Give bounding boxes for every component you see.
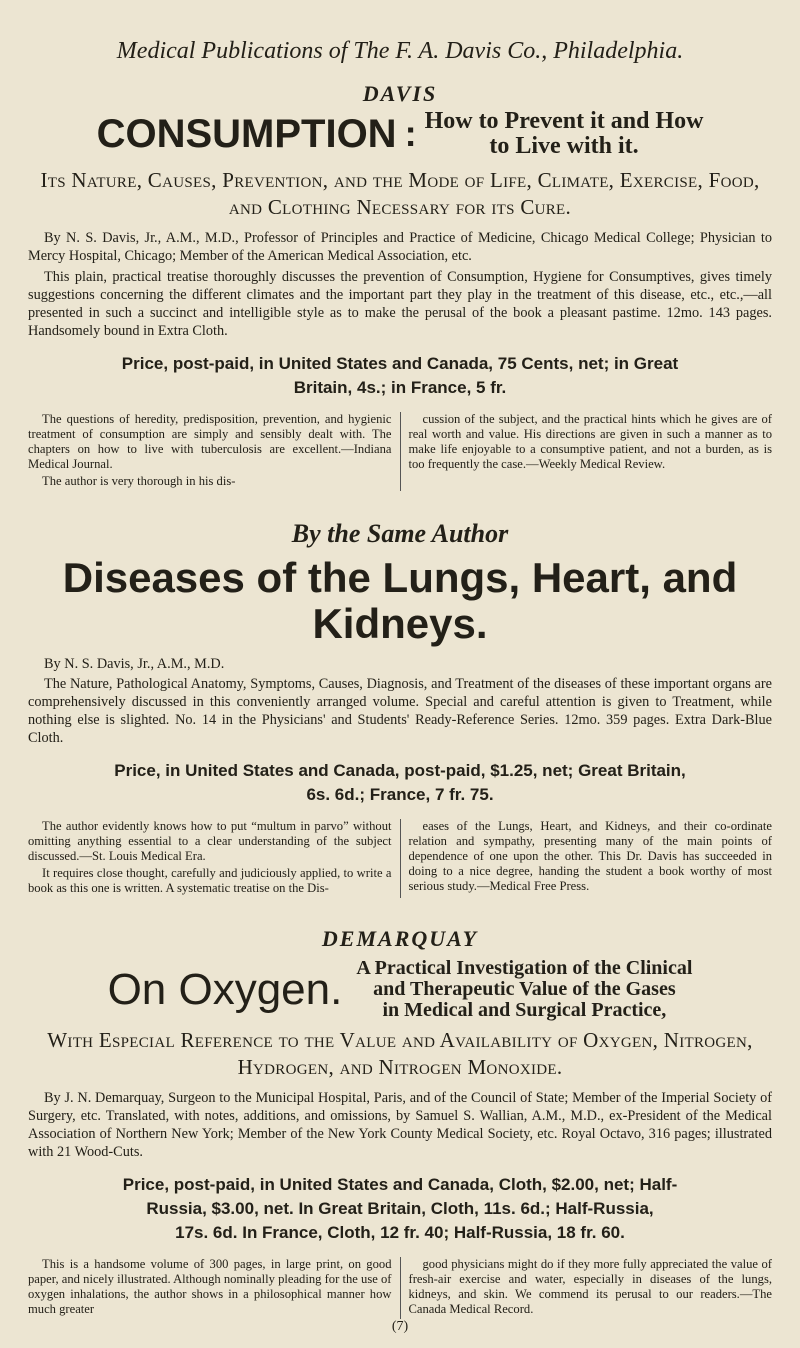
review-text: It requires close thought, carefully and judiciously applied, to write a book as this one is written. A systematic treatise on the Dis- <box>28 866 392 895</box>
book-title: CONSUMPTION <box>96 112 397 156</box>
title-row <box>28 109 772 159</box>
price-line: Price, post-paid, in United States and Canada, Cloth, $2.00, net; Half- <box>122 1175 678 1194</box>
review-text: The questions of heredity, predisposition, prevention, and hygienic treatment of consumption are simply and sensibly dealt with. The chapters on how to live with tuberculosis are excellent.—Indiana Medical Journal. <box>28 412 392 471</box>
review-text: good physicians might do if they more fully appreciated the value of fresh-air exercise and water, especially in diseases of the lungs, kidneys, and skin. We commend its perusal to our readers.—The Canada Medical Record. <box>408 1257 772 1316</box>
book-subtitle <box>356 958 692 1021</box>
title-colon: : <box>404 113 417 154</box>
book-price <box>28 1173 772 1245</box>
section-heading: By the Same Author <box>291 519 509 548</box>
review-column-right <box>401 412 773 491</box>
author-tag: DAVIS <box>362 81 438 106</box>
subtitle-line: A Practical Investigation of the Clinical <box>356 957 693 979</box>
subtitle-line: and Therapeutic Value of the Gases <box>373 978 676 1000</box>
review-column-left <box>28 412 401 491</box>
review-text: This is a handsome volume of 300 pages, in large print, on good paper, and nicely illustrated. Although nominally pleading for the use of oxygen inhalations, the author shows in a philosophical manner how much greater <box>28 1257 392 1316</box>
review-column-left <box>28 819 401 898</box>
book-description-line: With Especial Reference to the Value and Availability of Oxygen, Nitrogen, Hydrogen, and Nitrogen Monoxide. <box>47 1028 753 1079</box>
price-line: 17s. 6d. In France, Cloth, 12 fr. 40; Half-Russia, 18 fr. 60. <box>175 1223 625 1242</box>
book-author: By J. N. Demarquay, Surgeon to the Municipal Hospital, Paris, and of the Council of State; Member of the Imperial Society of Surgery, etc. Translated, with notes, additions, and omissions, by Samuel S. Wallian, A.M., M.D., ex-President of the Medical Association of Northern New York; Member of the New York County Medical Society, etc. Royal Octavo, 316 pages; illustrated with 21 Wood-Cuts. <box>28 1090 772 1160</box>
review-column-left <box>28 1257 401 1319</box>
author-tag: DEMARQUAY <box>321 926 479 951</box>
book-author: By N. S. Davis, Jr., A.M., M.D. <box>44 656 225 672</box>
book-diseases <box>28 519 772 898</box>
page-header: Medical Publications of The F. A. Davis Co., Philadelphia. <box>116 38 684 64</box>
book-description-line: Its Nature, Causes, Prevention, and the Mode of Life, Climate, Exercise, Food, and Clothing Necessary for its Cure. <box>40 168 760 219</box>
review-column-right <box>401 1257 773 1319</box>
price-line: Britain, 4s.; in France, 5 fr. <box>293 378 507 397</box>
book-title: On Oxygen. <box>107 964 343 1014</box>
book-consumption <box>28 81 772 491</box>
subtitle-line: in Medical and Surgical Practice, <box>382 999 667 1021</box>
price-line: Price, in United States and Canada, post-paid, $1.25, net; Great Britain, <box>114 761 686 780</box>
review-text: eases of the Lungs, Heart, and Kidneys, and their co-ordinate relation and sympathy, presenting many of the main points of dependence of one upon the other. This Dr. Davis has succeeded in doing to a nice degree, handing the student a book worthy of most serious study.—Medical Free Press. <box>408 819 772 893</box>
review-text: The author evidently knows how to put “multum in parvo” without omitting anything essential to a clear understanding of the subject discussed.—St. Louis Medical Era. <box>28 819 392 863</box>
subtitle-line: to Live with it. <box>489 133 639 159</box>
price-line: 6s. 6d.; France, 7 fr. 75. <box>306 785 494 804</box>
reviews <box>28 1257 772 1319</box>
reviews <box>28 819 772 898</box>
book-price <box>28 352 772 400</box>
book-title: Diseases of the Lungs, Heart, and Kidneys. <box>62 554 738 647</box>
price-line: Russia, $3.00, net. In Great Britain, Cloth, 11s. 6d.; Half-Russia, <box>146 1199 654 1218</box>
price-line: Price, post-paid, in United States and Canada, 75 Cents, net; in Great <box>121 354 679 373</box>
review-text: The author is very thorough in his dis- <box>42 474 236 488</box>
book-author: By N. S. Davis, Jr., A.M., M.D., Professor of Principles and Practice of Medicine, Chicago Medical College; Physician to Mercy Hospital, Chicago; Member of the American Medical Association, etc. <box>28 230 772 264</box>
book-blurb: This plain, practical treatise thoroughly discusses the prevention of Consumption, Hygiene for Consumptives, gives timely suggestions concerning the different climates and the important part they play in the treatment of this disease, etc., etc.,—all presented in such a succinct and intelligible style as to make the perusal of the book a pleasant pastime. 12mo. 143 pages. Handsomely bound in Extra Cloth. <box>28 269 772 339</box>
book-blurb: The Nature, Pathological Anatomy, Symptoms, Causes, Diagnosis, and Treatment of the diseases of these important organs are comprehensively discussed in this conveniently arranged volume. Special and careful attention is given to Treatment, while nothing else is slighted. No. 14 in the Physicians' and Students' Ready-Reference Series. 12mo. 359 pages. Extra Dark-Blue Cloth. <box>28 676 772 746</box>
review-text: cussion of the subject, and the practical hints which he gives are of real worth and value. His directions are given in such a manner as to make life enjoyable to a consumptive patient, and not a burden, as is too frequently the case.—Weekly Medical Review. <box>408 412 772 471</box>
book-subtitle <box>425 109 704 159</box>
subtitle-line: How to Prevent it and How <box>424 108 704 134</box>
book-price <box>28 759 772 807</box>
title-row <box>28 958 772 1021</box>
review-column-right <box>401 819 773 898</box>
book-oxygen <box>28 926 772 1319</box>
reviews <box>28 412 772 491</box>
page-number: (7) <box>391 1319 409 1334</box>
